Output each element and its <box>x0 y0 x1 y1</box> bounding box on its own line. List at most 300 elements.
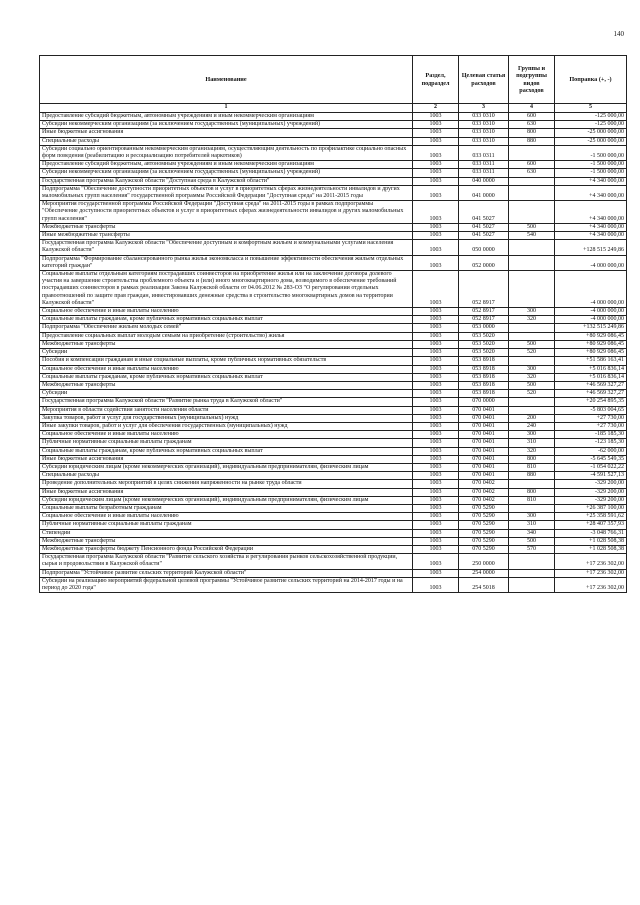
row-amount-cell: +132 515 249,86 <box>555 324 627 332</box>
row-name-cell: Закупка товаров, работ и услуг для государственных (муниципальных) нужд <box>40 414 413 422</box>
table-row <box>40 496 627 504</box>
row-amount-cell: -25 000 000,00 <box>555 129 627 137</box>
row-article-cell: 033 0310 <box>459 121 509 129</box>
row-group-cell <box>509 569 555 577</box>
table-row <box>40 406 627 414</box>
row-section-cell: 1003 <box>413 463 459 471</box>
row-name-cell: Проведение дополнительных мероприятий в целях снижения напряженности на рынке труда области <box>40 480 413 488</box>
row-amount-cell: +46 569 327,27 <box>555 390 627 398</box>
row-amount-cell: +4 340 000,00 <box>555 223 627 231</box>
table-row <box>40 169 627 177</box>
header-groups: Группы и подгруппы видов расходов <box>509 56 555 104</box>
row-name-cell: Межбюджетные трансферты бюджету Пенсионного фонда Российской Федерации <box>40 545 413 553</box>
row-name-cell: Субсидии некоммерческим организациям (за исключением государственных (муниципальных) учреждений) <box>40 169 413 177</box>
row-name-cell: Межбюджетные трансферты <box>40 340 413 348</box>
table-row <box>40 357 627 365</box>
row-name-cell: Социальное обеспечение и иные выплаты населению <box>40 513 413 521</box>
row-article-cell: 033 0310 <box>459 137 509 145</box>
table-row <box>40 201 627 224</box>
row-amount-cell: -4 000 000,00 <box>555 271 627 308</box>
row-article-cell: 053 8918 <box>459 357 509 365</box>
row-name-cell: Иные бюджетные ассигнования <box>40 129 413 137</box>
row-article-cell: 033 0311 <box>459 169 509 177</box>
row-article-cell: 041 5027 <box>459 223 509 231</box>
row-amount-cell: +17 236 302,00 <box>555 569 627 577</box>
table-row <box>40 431 627 439</box>
row-section-cell: 1003 <box>413 349 459 357</box>
row-section-cell: 1003 <box>413 324 459 332</box>
table-row <box>40 414 627 422</box>
row-name-cell: Государственная программа Калужской области "Доступная среда в Калужской области" <box>40 177 413 185</box>
row-name-cell: Межбюджетные трансферты <box>40 381 413 389</box>
row-section-cell: 1003 <box>413 447 459 455</box>
table-row <box>40 223 627 231</box>
row-amount-cell: -62 000,00 <box>555 447 627 455</box>
row-article-cell: 070 0401 <box>459 463 509 471</box>
row-group-cell: 500 <box>509 381 555 389</box>
table-row <box>40 113 627 121</box>
row-amount-cell: +80 929 086,45 <box>555 332 627 340</box>
table-row <box>40 504 627 512</box>
row-amount-cell: +5 016 836,14 <box>555 365 627 373</box>
column-number: 1 <box>40 104 413 113</box>
row-article-cell: 070 0401 <box>459 447 509 455</box>
row-section-cell: 1003 <box>413 121 459 129</box>
row-section-cell: 1003 <box>413 129 459 137</box>
row-name-cell: Социальные выплаты безработным гражданам <box>40 504 413 512</box>
table-row <box>40 240 627 255</box>
budget-amendment-table <box>39 55 627 593</box>
row-section-cell: 1003 <box>413 373 459 381</box>
row-section-cell: 1003 <box>413 488 459 496</box>
table-row <box>40 332 627 340</box>
row-amount-cell: +46 569 327,27 <box>555 381 627 389</box>
row-group-cell: 500 <box>509 223 555 231</box>
row-article-cell: 050 0000 <box>459 240 509 255</box>
row-section-cell: 1003 <box>413 537 459 545</box>
row-article-cell: 070 0401 <box>459 422 509 430</box>
table-row <box>40 537 627 545</box>
row-article-cell: 041 0000 <box>459 185 509 200</box>
table-row <box>40 513 627 521</box>
table-row <box>40 121 627 129</box>
row-group-cell <box>509 357 555 365</box>
table-body <box>40 113 627 593</box>
row-section-cell: 1003 <box>413 529 459 537</box>
row-section-cell: 1003 <box>413 414 459 422</box>
column-number: 5 <box>555 104 627 113</box>
row-name-cell: Иные бюджетные ассигнования <box>40 488 413 496</box>
row-amount-cell: -1 500 000,00 <box>555 169 627 177</box>
row-group-cell: 800 <box>509 455 555 463</box>
row-name-cell: Государственная программа Калужской области "Обеспечение доступным и комфортным жильем и коммунальными услугами населения Калужской области" <box>40 240 413 255</box>
row-amount-cell: +80 929 086,45 <box>555 349 627 357</box>
row-amount-cell: -329 200,00 <box>555 488 627 496</box>
row-article-cell: 052 8917 <box>459 308 509 316</box>
row-amount-cell: +1 028 508,38 <box>555 545 627 553</box>
row-article-cell: 070 5290 <box>459 513 509 521</box>
page-number: 140 <box>613 30 624 38</box>
row-amount-cell: -329 200,00 <box>555 480 627 488</box>
row-amount-cell: +17 236 302,00 <box>555 554 627 569</box>
table-row <box>40 439 627 447</box>
column-number: 4 <box>509 104 555 113</box>
row-name-cell: Социальные выплаты гражданам, кроме публичных нормативных социальных выплат <box>40 373 413 381</box>
table-row <box>40 177 627 185</box>
row-amount-cell: -125 000,00 <box>555 113 627 121</box>
row-section-cell: 1003 <box>413 545 459 553</box>
row-article-cell: 070 0401 <box>459 406 509 414</box>
row-amount-cell: +4 340 000,00 <box>555 177 627 185</box>
column-number: 2 <box>413 104 459 113</box>
row-amount-cell: -1 054 022,22 <box>555 463 627 471</box>
header-name: Наименование <box>40 56 413 104</box>
row-name-cell: Предоставление социальных выплат молодым семьям на приобретение (строительство) жилья <box>40 332 413 340</box>
row-group-cell: 810 <box>509 496 555 504</box>
table-row <box>40 145 627 160</box>
row-article-cell: 070 0402 <box>459 488 509 496</box>
table-row <box>40 398 627 406</box>
row-group-cell <box>509 271 555 308</box>
row-article-cell: 052 0000 <box>459 255 509 270</box>
row-section-cell: 1003 <box>413 398 459 406</box>
table-row <box>40 271 627 308</box>
row-name-cell: Субсидии социально ориентированным некоммерческим организациям, осуществляющим деятельность по профилактике социально опасных форм поведения (реабилитацию и ресоциализацию потребителей наркотиков) <box>40 145 413 160</box>
table-row <box>40 463 627 471</box>
row-group-cell: 300 <box>509 365 555 373</box>
row-section-cell: 1003 <box>413 496 459 504</box>
row-amount-cell: +26 387 100,00 <box>555 504 627 512</box>
row-name-cell: Предоставление субсидий бюджетным, автономным учреждениям и иным некоммерческим организациям <box>40 161 413 169</box>
row-article-cell: 053 0000 <box>459 324 509 332</box>
table-row <box>40 480 627 488</box>
row-article-cell: 053 8918 <box>459 390 509 398</box>
row-section-cell: 1003 <box>413 232 459 240</box>
row-name-cell: Субсидии юридическим лицам (кроме некоммерческих организаций), индивидуальным предпринимателям, физическим лицам <box>40 496 413 504</box>
row-group-cell: 630 <box>509 169 555 177</box>
row-article-cell: 041 5027 <box>459 232 509 240</box>
row-section-cell: 1003 <box>413 161 459 169</box>
table-row <box>40 545 627 553</box>
row-amount-cell: -123 185,30 <box>555 439 627 447</box>
table-row <box>40 324 627 332</box>
table-row <box>40 137 627 145</box>
row-article-cell: 040 0000 <box>459 177 509 185</box>
row-amount-cell: -1 500 000,00 <box>555 145 627 160</box>
table-row <box>40 185 627 200</box>
row-section-cell: 1003 <box>413 308 459 316</box>
row-name-cell: Социальные выплаты гражданам, кроме публичных нормативных социальных выплат <box>40 447 413 455</box>
row-name-cell: Подпрограмма "Обеспечение доступности приоритетных объектов и услуг в приоритетных сферах жизнедеятельности инвалидов и других маломобильных групп населения" государственной программы Российской Федерации "Доступная среда" на 2011-2015 годы <box>40 185 413 200</box>
row-amount-cell: +27 730,00 <box>555 414 627 422</box>
row-name-cell: Социальные выплаты гражданам, кроме публичных нормативных социальных выплат <box>40 316 413 324</box>
row-article-cell: 070 0402 <box>459 480 509 488</box>
row-amount-cell: -4 000 000,00 <box>555 308 627 316</box>
row-section-cell: 1003 <box>413 185 459 200</box>
row-amount-cell: +80 929 086,45 <box>555 340 627 348</box>
row-amount-cell: +1 028 508,38 <box>555 537 627 545</box>
row-amount-cell: +4 340 000,00 <box>555 201 627 224</box>
row-article-cell: 053 5020 <box>459 340 509 348</box>
row-name-cell: Межбюджетные трансферты <box>40 223 413 231</box>
row-name-cell: Мероприятия в области содействия занятости населения области <box>40 406 413 414</box>
row-name-cell: Иные бюджетные ассигнования <box>40 455 413 463</box>
row-name-cell: Субсидии некоммерческим организациям (за исключением государственных (муниципальных) учреждений) <box>40 121 413 129</box>
row-group-cell: 310 <box>509 521 555 529</box>
header-article: Целевая статья расходов <box>459 56 509 104</box>
row-article-cell: 070 0401 <box>459 439 509 447</box>
row-section-cell: 1003 <box>413 431 459 439</box>
row-group-cell <box>509 145 555 160</box>
row-group-cell <box>509 177 555 185</box>
table-row <box>40 373 627 381</box>
row-section-cell: 1003 <box>413 390 459 398</box>
row-name-cell: Субсидии юридическим лицам (кроме некоммерческих организаций), индивидуальным предпринимателям, физическим лицам <box>40 463 413 471</box>
row-article-cell: 053 5020 <box>459 349 509 357</box>
row-name-cell: Стипендии <box>40 529 413 537</box>
row-article-cell: 070 5290 <box>459 529 509 537</box>
row-section-cell: 1003 <box>413 381 459 389</box>
row-group-cell <box>509 554 555 569</box>
row-section-cell: 1003 <box>413 169 459 177</box>
row-name-cell: Государственная программа Калужской области "Развитие рынка труда в Калужской области" <box>40 398 413 406</box>
row-group-cell: 600 <box>509 113 555 121</box>
row-article-cell: 070 5290 <box>459 537 509 545</box>
row-section-cell: 1003 <box>413 480 459 488</box>
table-row <box>40 390 627 398</box>
row-group-cell <box>509 504 555 512</box>
row-group-cell: 320 <box>509 447 555 455</box>
row-amount-cell: -185 185,30 <box>555 431 627 439</box>
row-article-cell: 070 0000 <box>459 398 509 406</box>
table-row <box>40 232 627 240</box>
row-group-cell: 520 <box>509 390 555 398</box>
row-group-cell: 630 <box>509 121 555 129</box>
row-amount-cell: -1 500 000,00 <box>555 161 627 169</box>
row-group-cell: 810 <box>509 463 555 471</box>
row-article-cell: 052 8917 <box>459 271 509 308</box>
row-group-cell <box>509 398 555 406</box>
row-name-cell: Иные межбюджетные трансферты <box>40 232 413 240</box>
row-group-cell <box>509 255 555 270</box>
row-name-cell: Предоставление субсидий бюджетным, автономным учреждениям и иным некоммерческим организациям <box>40 113 413 121</box>
row-group-cell: 500 <box>509 537 555 545</box>
row-name-cell: Специальные расходы <box>40 137 413 145</box>
row-amount-cell: -3 048 766,31 <box>555 529 627 537</box>
row-amount-cell: -5 803 004,65 <box>555 406 627 414</box>
row-name-cell: Пособия и компенсации гражданам и иные социальные выплаты, кроме публичных нормативных обязательств <box>40 357 413 365</box>
row-amount-cell: +4 340 000,00 <box>555 232 627 240</box>
row-article-cell: 250 0000 <box>459 554 509 569</box>
row-group-cell: 540 <box>509 232 555 240</box>
row-name-cell: Подпрограмма "Устойчивое развитие сельских территорий Калужской области" <box>40 569 413 577</box>
row-name-cell: Специальные расходы <box>40 472 413 480</box>
row-amount-cell: +4 340 000,00 <box>555 185 627 200</box>
row-group-cell: 800 <box>509 129 555 137</box>
row-section-cell: 1003 <box>413 513 459 521</box>
table-row <box>40 422 627 430</box>
row-amount-cell: -25 000 000,00 <box>555 137 627 145</box>
row-article-cell: 033 0311 <box>459 145 509 160</box>
row-section-cell: 1003 <box>413 472 459 480</box>
row-section-cell: 1003 <box>413 406 459 414</box>
row-section-cell: 1003 <box>413 504 459 512</box>
row-section-cell: 1003 <box>413 113 459 121</box>
row-group-cell: 320 <box>509 316 555 324</box>
row-article-cell: 070 0401 <box>459 431 509 439</box>
row-amount-cell: -329 200,00 <box>555 496 627 504</box>
row-article-cell: 053 5020 <box>459 332 509 340</box>
row-name-cell: Субсидии на реализацию мероприятий федеральной целевой программы "Устойчивое развитие сельских территорий на 2014-2017 годы и на период до 2020 года" <box>40 577 413 592</box>
row-group-cell <box>509 240 555 255</box>
row-group-cell: 880 <box>509 472 555 480</box>
table-row <box>40 349 627 357</box>
row-name-cell: Подпрограмма "Обеспечение жильем молодых семей" <box>40 324 413 332</box>
row-name-cell: Социальные выплаты отдельным категориям пострадавших соинвесторов на приобретение жилья или на заключение договора долевого участия на завершение строительства проблемного объекта и (или) иного многоквартирного дома, возводимого в обеспечение требований пострадавших соинвесторов в рамках реализации Закона Калужской области от 04.06.2012 № 283-ОЗ "О регулировании отдельных правоотношений по защите прав граждан, инвестировавших денежные средства в строительство многоквартирных домов на территории Калужской области" <box>40 271 413 308</box>
header-amendment: Поправка (+, -) <box>555 56 627 104</box>
row-article-cell: 254 5018 <box>459 577 509 592</box>
row-name-cell: Субсидии <box>40 349 413 357</box>
row-section-cell: 1003 <box>413 365 459 373</box>
table-row <box>40 554 627 569</box>
row-group-cell: 300 <box>509 431 555 439</box>
row-amount-cell: -5 645 549,35 <box>555 455 627 463</box>
row-amount-cell: +5 016 836,14 <box>555 373 627 381</box>
row-article-cell: 033 0311 <box>459 161 509 169</box>
table-row <box>40 308 627 316</box>
row-article-cell: 041 5027 <box>459 201 509 224</box>
table-row <box>40 488 627 496</box>
row-section-cell: 1003 <box>413 240 459 255</box>
row-article-cell: 070 0402 <box>459 496 509 504</box>
row-group-cell <box>509 332 555 340</box>
table-row <box>40 569 627 577</box>
row-amount-cell: +20 254 895,35 <box>555 398 627 406</box>
table-row <box>40 255 627 270</box>
row-article-cell: 070 0401 <box>459 455 509 463</box>
row-section-cell: 1003 <box>413 255 459 270</box>
row-name-cell: Субсидии <box>40 390 413 398</box>
row-article-cell: 254 0000 <box>459 569 509 577</box>
table-row <box>40 447 627 455</box>
row-article-cell: 033 0310 <box>459 113 509 121</box>
row-group-cell <box>509 185 555 200</box>
row-section-cell: 1003 <box>413 521 459 529</box>
row-name-cell: Подпрограмма "Формирование сбалансированного рынка жилья экономкласса и повышение эффективности обеспечения жильем отдельных категорий граждан" <box>40 255 413 270</box>
table-row <box>40 521 627 529</box>
row-amount-cell: +51 586 163,41 <box>555 357 627 365</box>
row-group-cell <box>509 324 555 332</box>
row-group-cell: 880 <box>509 137 555 145</box>
row-group-cell: 500 <box>509 340 555 348</box>
column-number-row <box>40 104 627 113</box>
row-group-cell: 320 <box>509 373 555 381</box>
row-group-cell: 600 <box>509 161 555 169</box>
row-article-cell: 052 8917 <box>459 316 509 324</box>
row-group-cell <box>509 406 555 414</box>
row-group-cell: 300 <box>509 308 555 316</box>
row-name-cell: Социальное обеспечение и иные выплаты населению <box>40 431 413 439</box>
row-name-cell: Публичные нормативные социальные выплаты гражданам <box>40 521 413 529</box>
row-section-cell: 1003 <box>413 422 459 430</box>
row-section-cell: 1003 <box>413 332 459 340</box>
table-row <box>40 529 627 537</box>
row-amount-cell: -4 591 527,13 <box>555 472 627 480</box>
row-section-cell: 1003 <box>413 357 459 365</box>
table-row <box>40 161 627 169</box>
row-group-cell: 340 <box>509 529 555 537</box>
row-amount-cell: -4 000 000,00 <box>555 255 627 270</box>
row-section-cell: 1003 <box>413 137 459 145</box>
row-amount-cell: +27 730,00 <box>555 422 627 430</box>
row-amount-cell: +128 515 249,86 <box>555 240 627 255</box>
row-name-cell: Мероприятия государственной программы Российской Федерации "Доступная среда" на 2011-2015 годы в рамках подпрограммы "Обеспечение доступности приоритетных объектов и услуг в приоритетных сферах жизнедеятельности инвалидов и других маломобильных групп населения" <box>40 201 413 224</box>
row-article-cell: 053 8918 <box>459 381 509 389</box>
row-amount-cell: +28 407 357,93 <box>555 521 627 529</box>
row-article-cell: 053 8918 <box>459 373 509 381</box>
row-group-cell: 300 <box>509 513 555 521</box>
row-group-cell: 570 <box>509 545 555 553</box>
table-row <box>40 381 627 389</box>
row-name-cell: Межбюджетные трансферты <box>40 537 413 545</box>
row-section-cell: 1003 <box>413 316 459 324</box>
row-group-cell: 800 <box>509 488 555 496</box>
row-group-cell: 240 <box>509 422 555 430</box>
row-amount-cell: +25 358 591,62 <box>555 513 627 521</box>
table-row <box>40 129 627 137</box>
row-group-cell <box>509 577 555 592</box>
header-section: Раздел, подраздел <box>413 56 459 104</box>
row-amount-cell: -125 000,00 <box>555 121 627 129</box>
row-name-cell: Публичные нормативные социальные выплаты гражданам <box>40 439 413 447</box>
row-group-cell <box>509 201 555 224</box>
table-row <box>40 455 627 463</box>
row-amount-cell: -4 000 000,00 <box>555 316 627 324</box>
row-group-cell: 200 <box>509 414 555 422</box>
row-article-cell: 070 5290 <box>459 545 509 553</box>
row-article-cell: 070 5290 <box>459 521 509 529</box>
table-row <box>40 316 627 324</box>
row-section-cell: 1003 <box>413 223 459 231</box>
row-name-cell: Иные закупки товаров, работ и услуг для обеспечения государственных (муниципальных) нужд <box>40 422 413 430</box>
row-name-cell: Социальное обеспечение и иные выплаты населению <box>40 365 413 373</box>
row-group-cell <box>509 480 555 488</box>
row-section-cell: 1003 <box>413 577 459 592</box>
row-section-cell: 1003 <box>413 340 459 348</box>
row-section-cell: 1003 <box>413 569 459 577</box>
row-article-cell: 033 0310 <box>459 129 509 137</box>
row-article-cell: 070 0401 <box>459 414 509 422</box>
column-number: 3 <box>459 104 509 113</box>
row-group-cell: 520 <box>509 349 555 357</box>
row-article-cell: 053 8918 <box>459 365 509 373</box>
row-group-cell: 310 <box>509 439 555 447</box>
table-row <box>40 472 627 480</box>
row-amount-cell: +17 236 302,00 <box>555 577 627 592</box>
row-section-cell: 1003 <box>413 145 459 160</box>
row-name-cell: Социальное обеспечение и иные выплаты населению <box>40 308 413 316</box>
row-name-cell: Государственная программа Калужской области "Развитие сельского хозяйства и регулирования рынков сельскохозяйственной продукции, сырья и продовольствия в Калужской области" <box>40 554 413 569</box>
row-section-cell: 1003 <box>413 271 459 308</box>
row-section-cell: 1003 <box>413 439 459 447</box>
row-article-cell: 070 5290 <box>459 504 509 512</box>
table-row <box>40 577 627 592</box>
table-row <box>40 365 627 373</box>
row-article-cell: 070 0401 <box>459 472 509 480</box>
row-section-cell: 1003 <box>413 554 459 569</box>
row-section-cell: 1003 <box>413 177 459 185</box>
row-section-cell: 1003 <box>413 455 459 463</box>
